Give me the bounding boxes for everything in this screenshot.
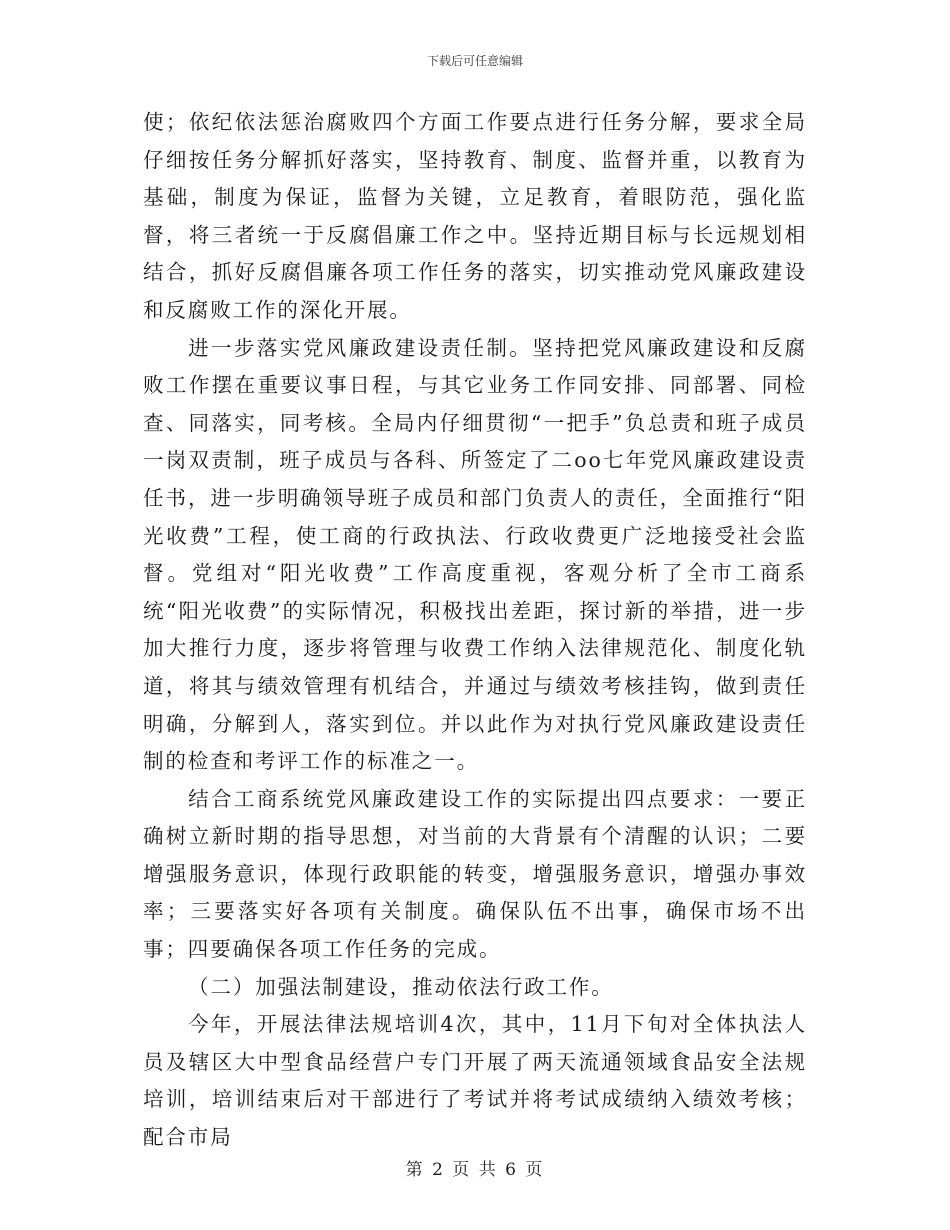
paragraph-4: 今年，开展法律法规培训4次，其中，11月下旬对全体执法人员及辖区大中型食品经营户专门开展了两天流通领域食品安全法规培训，培训结束后对干部进行了考试并将考试成绩纳入绩效考核；配合市局 xyxy=(143,1012,807,1150)
page-header: 下载后可任意编辑 xyxy=(426,54,523,68)
document-body xyxy=(143,104,807,1157)
page-number: 第 2 页 共 6 页 xyxy=(405,1160,545,1180)
section-heading: （二）加强法制建设，推动依法行政工作。 xyxy=(188,974,614,999)
paragraph-3: 结合工商系统党风廉政建设工作的实际提出四点要求：一要正确树立新时期的指导思想，对当前的大背景有个清醒的认识；二要增强服务意识，体现行政职能的转变，增强服务意识，增强办事效率；三要落实好各项有关制度。确保队伍不出事，确保市场不出事；四要确保各项工作任务的完成。 xyxy=(143,786,807,962)
paragraph-2: 进一步落实党风廉政建设责任制。坚持把党风廉政建设和反腐败工作摆在重要议事日程，与其它业务工作同安排、同部署、同检查、同落实，同考核。全局内仔细贯彻“一把手”负总责和班子成员一岗双责制，班子成员与各科、所签定了二oo七年党风廉政建设责任书，进一步明确领导班子成员和部门负责人的责任，全面推行“阳光收费”工程，使工商的行政执法、行政收费更广泛地接受社会监督。党组对“阳光收费”工作高度重视，客观分析了全市工商系统“阳光收费”的实际情况，积极找出差距，探讨新的举措，进一步加大推行力度，逐步将管理与收费工作纳入法律规范化、制度化轨道，将其与绩效管理有机结合，并通过与绩效考核挂钩，做到责任明确，分解到人，落实到位。并以此作为对执行党风廉政建设责任制的检查和考评工作的标准之一。 xyxy=(143,335,807,774)
paragraph-1: 使；依纪依法惩治腐败四个方面工作要点进行任务分解，要求全局仔细按任务分解抓好落实，坚持教育、制度、监督并重，以教育为基础，制度为保证，监督为关键，立足教育，着眼防范，强化监督，将三者统一于反腐倡廉工作之中。坚持近期目标与长远规划相结合，抓好反腐倡廉各项工作任务的落实，切实推动党风廉政建设和反腐败工作的深化开展。 xyxy=(143,110,807,322)
